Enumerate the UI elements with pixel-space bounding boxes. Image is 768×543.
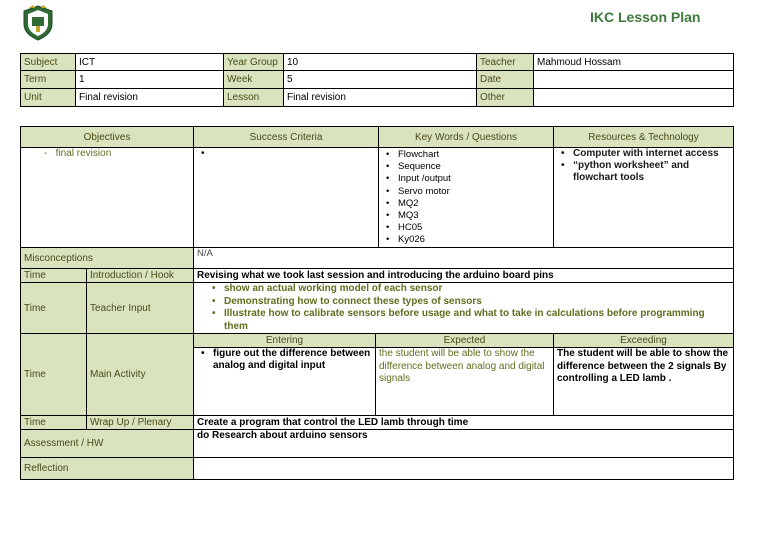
objectives-cell	[21, 148, 194, 248]
assessment-label: Assessment / HW	[21, 430, 194, 458]
date-value	[534, 71, 734, 89]
objective-text: final revision	[55, 148, 112, 159]
week-value: 5	[284, 71, 477, 89]
key-words-cell	[379, 148, 554, 248]
entering-cell	[194, 348, 376, 416]
key-words-header: Key Words / Questions	[379, 127, 554, 148]
misconceptions-label: Misconceptions	[21, 248, 194, 269]
main-activity-label: Main Activity	[87, 334, 194, 416]
objectives-header: Objectives	[21, 127, 194, 148]
key-word-item: • Servo motor	[382, 186, 550, 198]
wrap-time-label: Time	[21, 416, 87, 430]
exceeding-text: The student will be able to show the difference between the 2 signals By controlling a LED lamb .	[554, 348, 734, 416]
term-label: Term	[21, 71, 76, 89]
assessment-text: do Research about arduino sensors	[194, 430, 734, 458]
subject-label: Subject	[21, 54, 76, 71]
expected-text: the student will be able to show the difference between analog and digital signals	[376, 348, 554, 416]
other-value	[534, 89, 734, 107]
teacher-input-item: • Illustrate how to calibrate sensors before usage and what to take in calculations before programming them	[208, 308, 730, 333]
expected-header: Expected	[376, 334, 554, 348]
intro-label: Introduction / Hook	[87, 269, 194, 283]
year-group-value: 10	[284, 54, 477, 71]
entering-header: Entering	[194, 334, 376, 348]
exceeding-header: Exceeding	[554, 334, 734, 348]
term-value: 1	[76, 71, 224, 89]
year-group-label: Year Group	[224, 54, 284, 71]
unit-value: Final revision	[76, 89, 224, 107]
key-word-item: • MQ2	[382, 198, 550, 210]
unit-label: Unit	[21, 89, 76, 107]
intro-text: Revising what we took last session and introducing the arduino board pins	[194, 269, 734, 283]
resources-header: Resources & Technology	[554, 127, 734, 148]
teacher-input-time-label: Time	[21, 283, 87, 334]
misconceptions-value: N/A	[194, 248, 734, 269]
wrap-up-text: Create a program that control the LED lamb through time	[194, 416, 734, 430]
lesson-info-table	[20, 53, 734, 107]
key-word-item: • Sequence	[382, 161, 550, 173]
lesson-label: Lesson	[224, 89, 284, 107]
success-criteria-cell	[194, 148, 379, 248]
subject-value: ICT	[76, 54, 224, 71]
teacher-value: Mahmoud Hossam	[534, 54, 734, 71]
wrap-up-label: Wrap Up / Plenary	[87, 416, 194, 430]
other-label: Other	[477, 89, 534, 107]
teacher-input-item: • show an actual working model of each sensor	[208, 283, 730, 296]
reflection-value	[194, 458, 734, 480]
objective-item: - final revision	[44, 148, 112, 159]
school-crest-icon	[20, 4, 56, 42]
entering-text: • figure out the difference between analog and digital input	[197, 348, 372, 372]
teacher-label: Teacher	[477, 54, 534, 71]
resource-item: • “python worksheet” and flowchart tools	[557, 160, 730, 184]
resource-item: • Computer with internet access	[557, 148, 730, 160]
resources-cell	[554, 148, 734, 248]
success-criteria-header: Success Criteria	[194, 127, 379, 148]
lesson-value: Final revision	[284, 89, 477, 107]
teacher-input-item: • Demonstrating how to connect these types of sensors	[208, 296, 730, 309]
lesson-plan-table	[20, 126, 734, 480]
key-word-item: • Flowchart	[382, 149, 550, 161]
key-word-item: • Input /output	[382, 173, 550, 185]
teacher-input-cell	[194, 283, 734, 334]
key-word-item: • MQ3	[382, 210, 550, 222]
date-label: Date	[477, 71, 534, 89]
week-label: Week	[224, 71, 284, 89]
intro-time-label: Time	[21, 269, 87, 283]
key-word-item: • HC05	[382, 222, 550, 234]
key-word-item: • Ky026	[382, 234, 550, 246]
teacher-input-label: Teacher Input	[87, 283, 194, 334]
page-title: IKC Lesson Plan	[590, 9, 701, 25]
main-time-label: Time	[21, 334, 87, 416]
reflection-label: Reflection	[21, 458, 194, 480]
